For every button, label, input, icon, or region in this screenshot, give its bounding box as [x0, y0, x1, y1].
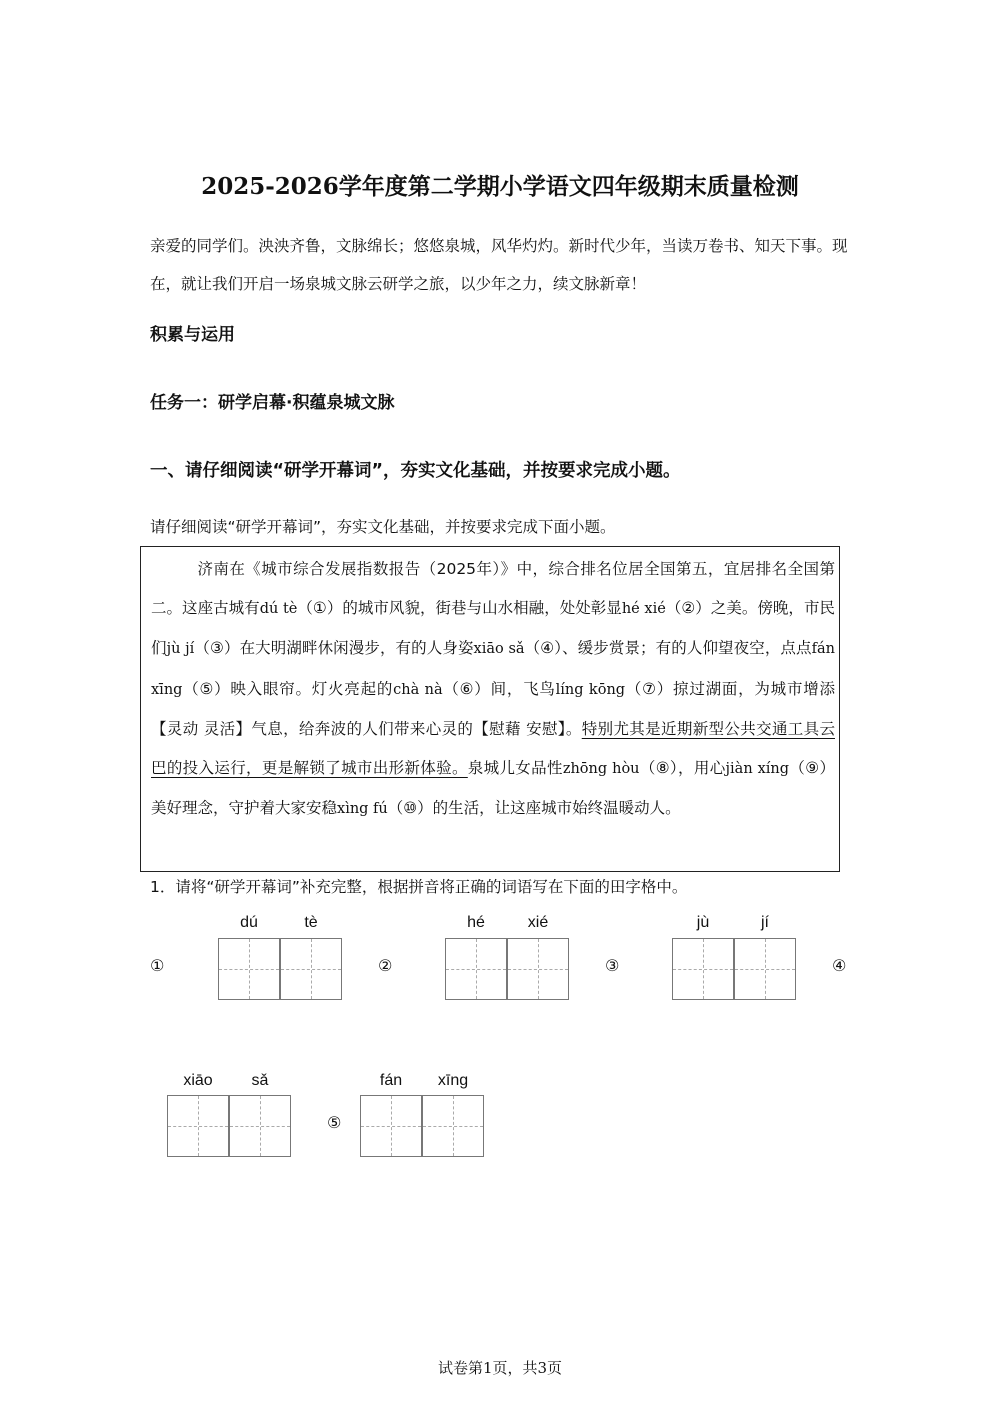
- tianzige-cell[interactable]: [229, 1095, 291, 1157]
- task-heading: 任务一：研学启幕·积蕴泉城文脉: [150, 393, 395, 413]
- exam-title: 2025-2026学年度第二学期小学语文四年级期末质量检测: [201, 173, 799, 200]
- pinyin-8: zhōng hòu: [562, 761, 640, 778]
- pinyin-label: fán: [379, 1072, 403, 1089]
- item-label: ②: [378, 956, 393, 975]
- item-label: ①: [150, 956, 165, 975]
- passage-seg: （⑤）映入眼帘。灯火亮起的: [182, 679, 394, 698]
- section-heading: 积累与运用: [150, 325, 235, 345]
- pinyin-4: xiāo sǎ: [473, 641, 525, 658]
- passage-seg: （⑧），用心: [639, 759, 726, 778]
- pinyin-label: hé: [467, 914, 485, 931]
- tianzige-cell[interactable]: [280, 938, 342, 1000]
- pinyin-7: líng kōng: [555, 681, 626, 698]
- pinyin-label: xié: [527, 914, 549, 931]
- item-label: ③: [605, 956, 620, 975]
- passage-seg: （④）、缓步赏景；有的人仰望夜空，点点: [524, 639, 812, 658]
- question-intro: 请仔细阅读“研学开幕词”，夯实文化基础，并按要求完成下面小题。: [150, 518, 616, 536]
- pinyin-label: tè: [304, 914, 318, 931]
- passage-seg: （⑥）间，飞鸟: [442, 679, 556, 698]
- passage-seg: （②）之美。傍晚，市民们: [151, 599, 835, 658]
- passage-seg: （⑩）的生活，让这座城市始终温暖动人。: [387, 799, 681, 818]
- passage-seg: （⑨）美好理念，守护着大家安稳: [151, 759, 835, 818]
- passage-seg: （③）在大明湖畔休闲漫步，有的人身姿: [194, 639, 474, 658]
- item-label: ⑤: [327, 1113, 342, 1132]
- passage-seg: （①）的城市风貌，街巷与山水相融，处处彰显: [297, 599, 622, 618]
- tianzige-cell[interactable]: [672, 938, 734, 1000]
- passage-seg: 泉城儿女品性: [467, 759, 563, 778]
- passage-text: [151, 550, 835, 829]
- pinyin-1: dú tè: [259, 601, 298, 618]
- passage-seg: （⑦）掠过湖面，为城市增添【灵动 灵活】气息，给奔波的人们带来心灵的【慰藉 安慰】。: [151, 679, 835, 738]
- underlined-sentence: 特别尤其是近期新型公共交通工具云巴的投入运行，更是解锁了城市出形新体验。: [151, 719, 835, 778]
- tianzige-cell[interactable]: [445, 938, 507, 1000]
- page-footer: 试卷第1页，共3页: [437, 1359, 563, 1377]
- pinyin-3: jù jí: [166, 641, 195, 658]
- pinyin-label: jí: [761, 914, 769, 931]
- passage-seg: 济南在《城市综合发展指数报告（2025年）》中，综合排名位居全国第五，宜居排名全国第二。这座古城有: [151, 560, 835, 618]
- pinyin-label: jù: [696, 914, 710, 931]
- question-heading: 一、请仔细阅读“研学开幕词”，夯实文化基础，并按要求完成小题。: [150, 461, 681, 481]
- pinyin-2: hé xié: [621, 601, 666, 618]
- tianzige-cell[interactable]: [422, 1095, 484, 1157]
- tianzige-cell[interactable]: [507, 938, 569, 1000]
- item-label: ④: [832, 956, 847, 975]
- tianzige-cell[interactable]: [167, 1095, 229, 1157]
- tianzige-cell[interactable]: [218, 938, 280, 1000]
- pinyin-label: xīng: [437, 1072, 469, 1089]
- pinyin-label: xiāo: [183, 1072, 213, 1089]
- pinyin-label: sǎ: [251, 1072, 269, 1089]
- pinyin-5: fán xīng: [151, 641, 835, 698]
- pinyin-9: jiàn xíng: [725, 761, 790, 778]
- intro-paragraph: 亲爱的同学们。泱泱齐鲁，文脉绵长；悠悠泉城，风华灼灼。新时代少年，当读万卷书、知天下事。现在，就让我们开启一场泉城文脉云研学之旅，以少年之力，续文脉新章！: [150, 237, 848, 293]
- pinyin-label: dú: [240, 914, 258, 931]
- pinyin-10: xìng fú: [337, 801, 388, 818]
- pinyin-6: chà nà: [393, 681, 443, 698]
- tianzige-cell[interactable]: [360, 1095, 422, 1157]
- sub-question-1: 1．请将“研学开幕词”补充完整，根据拼音将正确的词语写在下面的田字格中。: [150, 878, 688, 896]
- tianzige-cell[interactable]: [734, 938, 796, 1000]
